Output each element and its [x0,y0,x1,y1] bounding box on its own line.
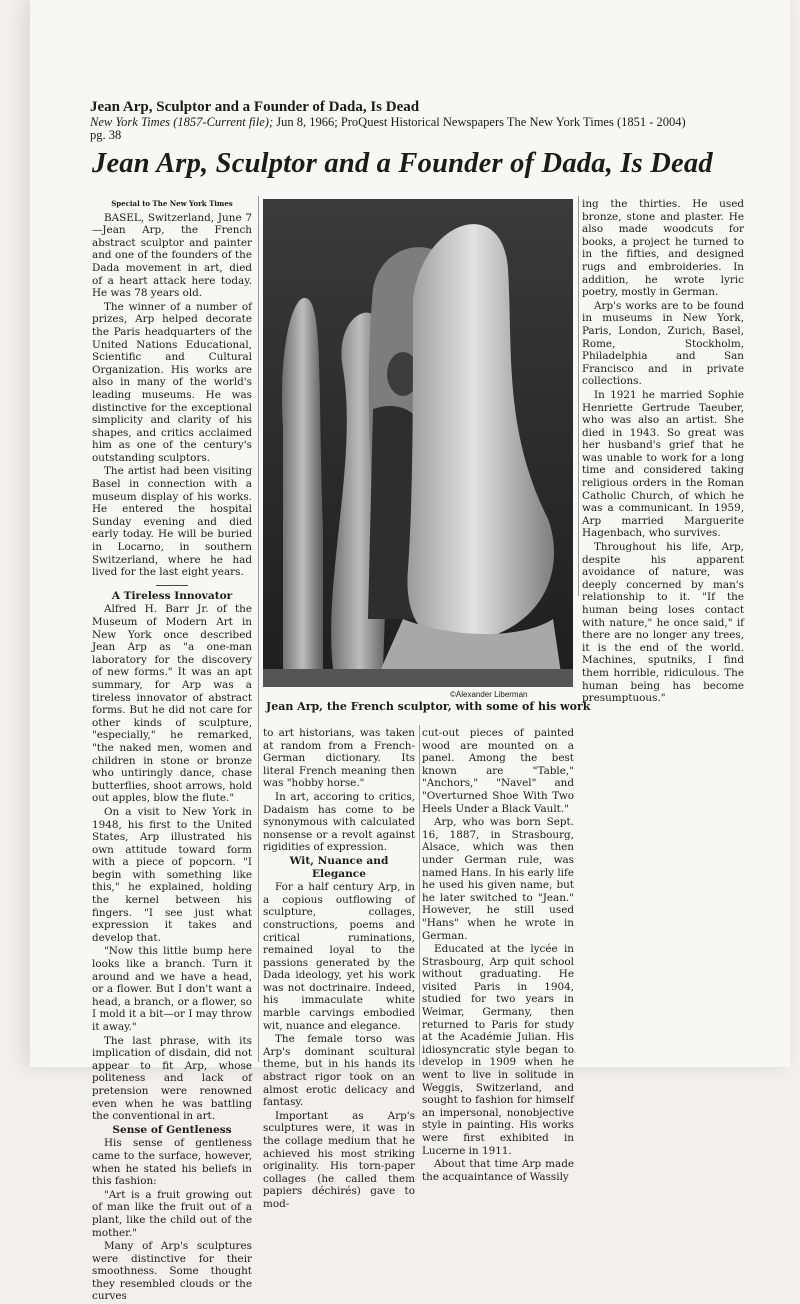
citation-title: Jean Arp, Sculptor and a Founder of Dada, Is Dead [90,99,420,115]
paragraph: The artist had been visiting Basel in connection with a museum display of his works. He entered the hospital Sunday evening and died early today. He will be buried in Locarno, in southern Switzerland, where he had lived for the last eight years. [92,465,252,579]
citation-page: pg. 38 [90,128,122,142]
paragraph: In art, accoring to critics, Dadaism has come to be synonymous with calculated nonsense or a revolt against rigidities of expression. [263,790,415,854]
paragraph: The female torso was Arp's dominant scultural theme, but in his hands its abstract rigor took on an almost erotic delicacy and fantasy. [263,1033,415,1109]
citation-source-details: Jun 8, 1966; ProQuest Historical Newspapers The New York Times (1851 - 2004) [273,115,686,129]
paragraph: Alfred H. Barr Jr. of the Museum of Modern Art in New York once described Jean Arp as "a one-man laboratory for the discovery of new forms." It was an apt summary, for Arp was a tireless innovator of abstract forms. But he did not care for other kinds of sculpture, "especially," he remarked, "the naked men, women and children in stone or bronze who untiringly dance, chase butterflies, shoot arrows, hold out apples, blow the flute." [92,603,252,805]
paragraph: Arp, who was born Sept. 16, 1887, in Strasbourg, Alsace, which was then under German rule, was named Hans. In his early life he used his given name, but he later switched to "Jean." However, he still used "Hans" when he wrote in German. [422,816,574,942]
citation-source-publication: New York Times (1857-Current file); [90,115,274,129]
paragraph: Arp's works are to be found in museums in New York, Paris, London, Zurich, Basel, Rome, Stockholm, Philadelphia and San Francisco and in private collections. [582,299,744,388]
paragraph: In 1921 he married Sophie Henriette Gertrude Taeuber, who was also an artist. She died in 1943. So great was her husband's grief that he was unable to work for a long time and considered taking religious orders in the Roman Catholic Church, of which he was a communicant. In 1959, Arp married Marguerite Hagenbach, who survives. [582,388,744,540]
citation-source [90,115,686,130]
paragraph: to art historians, was taken at random from a French-German dictionary. Its literal French meaning then was "hobby horse." [263,727,415,790]
paragraph: "Now this little bump here looks like a branch. Turn it around and we have a head, or a flower. But I don't want a head, a branch, or a flower, so I mold it a bit—or I may throw it away." [92,945,252,1033]
section-rule [156,585,188,586]
paragraph: BASEL, Switzerland, June 7 —Jean Arp, the French abstract sculptor and painter and one of the founders of the Dada movement in art, died of a heart attack here today. He was 78 years old. [92,211,252,300]
dateline: Special to The New York Times [111,199,233,208]
photo-credit: ©Alexander Liberman [450,690,528,699]
article-column-2 [263,727,415,1212]
article-column-3 [422,727,574,1184]
article-column-4 [582,198,744,706]
paragraph: About that time Arp made the acquaintance of Wassily [422,1158,574,1183]
paragraph: Educated at the lycée in Strasbourg, Arp quit school without graduating. He visited Paris in 1904, studied for two years in Weimar, Germany, then returned to Paris for study at the Académie Julian. His idiosyncratic style began to develop in 1909 when he went to live in solitude in Weggis, Switzerland, and sought to fashion for himself an impersonal, nonobjective style in painting. His works were first exhibited in Lucerne in 1911. [422,943,574,1157]
photo-caption: Jean Arp, the French sculptor, with some of his work [266,700,591,713]
paragraph: Many of Arp's sculptures were distinctive for their smoothness. Some thought they resembled clouds or the curves [92,1240,252,1303]
paragraph: ing the thirties. He used bronze, stone and plaster. He also made woodcuts for books, a project he turned to in the fifties, and designed rugs and embroideries. In addition, he wrote lyric poetry, mostly in German. [582,198,744,299]
paragraph: The last phrase, with its implication of disdain, did not appear to fit Arp, whose politeness and lack of pretension were renowned even when he was battling the conventional in art. [92,1034,252,1123]
column-divider [419,725,420,1065]
subheading: Sense of Gentleness [112,1123,232,1136]
subheading: A Tireless Innovator [111,589,233,602]
article-column-1 [92,198,252,1304]
paragraph: "Art is a fruit growing out of man like the fruit out of a plant, like the child out of the mother." [92,1188,252,1239]
paragraph: His sense of gentleness came to the surface, however, when he stated his beliefs in this fashion: [92,1137,252,1188]
column-divider [578,196,579,596]
paragraph: Important as Arp's sculptures were, it was in the collage medium that he achieved his most striking originality. His torn-paper collages (he called them papiers déchirés) gave to mod- [263,1109,415,1210]
paragraph: Throughout his life, Arp, despite his apparent avoidance of nature, was deeply concerned by man's relationship to it. "If the human being loses contact with nature," he once said," if there are no longer any trees, it is the end of the world. Machines, sputniks, I find them horrible, ridiculous. The human being has become presumptuous." [582,541,744,705]
paragraph: The winner of a number of prizes, Arp helped decorate the Paris headquarters of the United Nations Educational, Scientific and Cultural Organization. His works are also in many of the world's leading museums. He was distinctive for the exceptional simplicity and clarity of his shapes, and critics acclaimed him as one of the century's outstanding sculptors. [92,300,252,464]
paragraph: On a visit to New York in 1948, his first to the United States, Arp illustrated his own attitude toward form with a piece of popcorn. "I begin with something like this," he explained, holding the kernel between his fingers. "I see just what expression it takes and develop that. [92,805,252,944]
sculpture-photo-image [263,199,573,687]
sculpture-photo [263,199,573,687]
headline: Jean Arp, Sculptor and a Founder of Dada, Is Dead [92,148,713,179]
paragraph: For a half century Arp, in a copious outflowing of sculpture, collages, constructions, poems and critical ruminations, remained loyal to the passions generated by the Dada ideology, yet his work was not doctrinaire. Indeed, his immaculate white marble carvings embodied wit, nuance and elegance. [263,881,415,1032]
paragraph: cut-out pieces of painted wood are mounted on a panel. Among the best known are "Table," "Anchors," "Navel" and "Overturned Shoe With Two Heels Under a Black Vault." [422,727,574,815]
column-divider [258,196,259,1062]
subheading: Wit, Nuance and Elegance [289,854,389,880]
